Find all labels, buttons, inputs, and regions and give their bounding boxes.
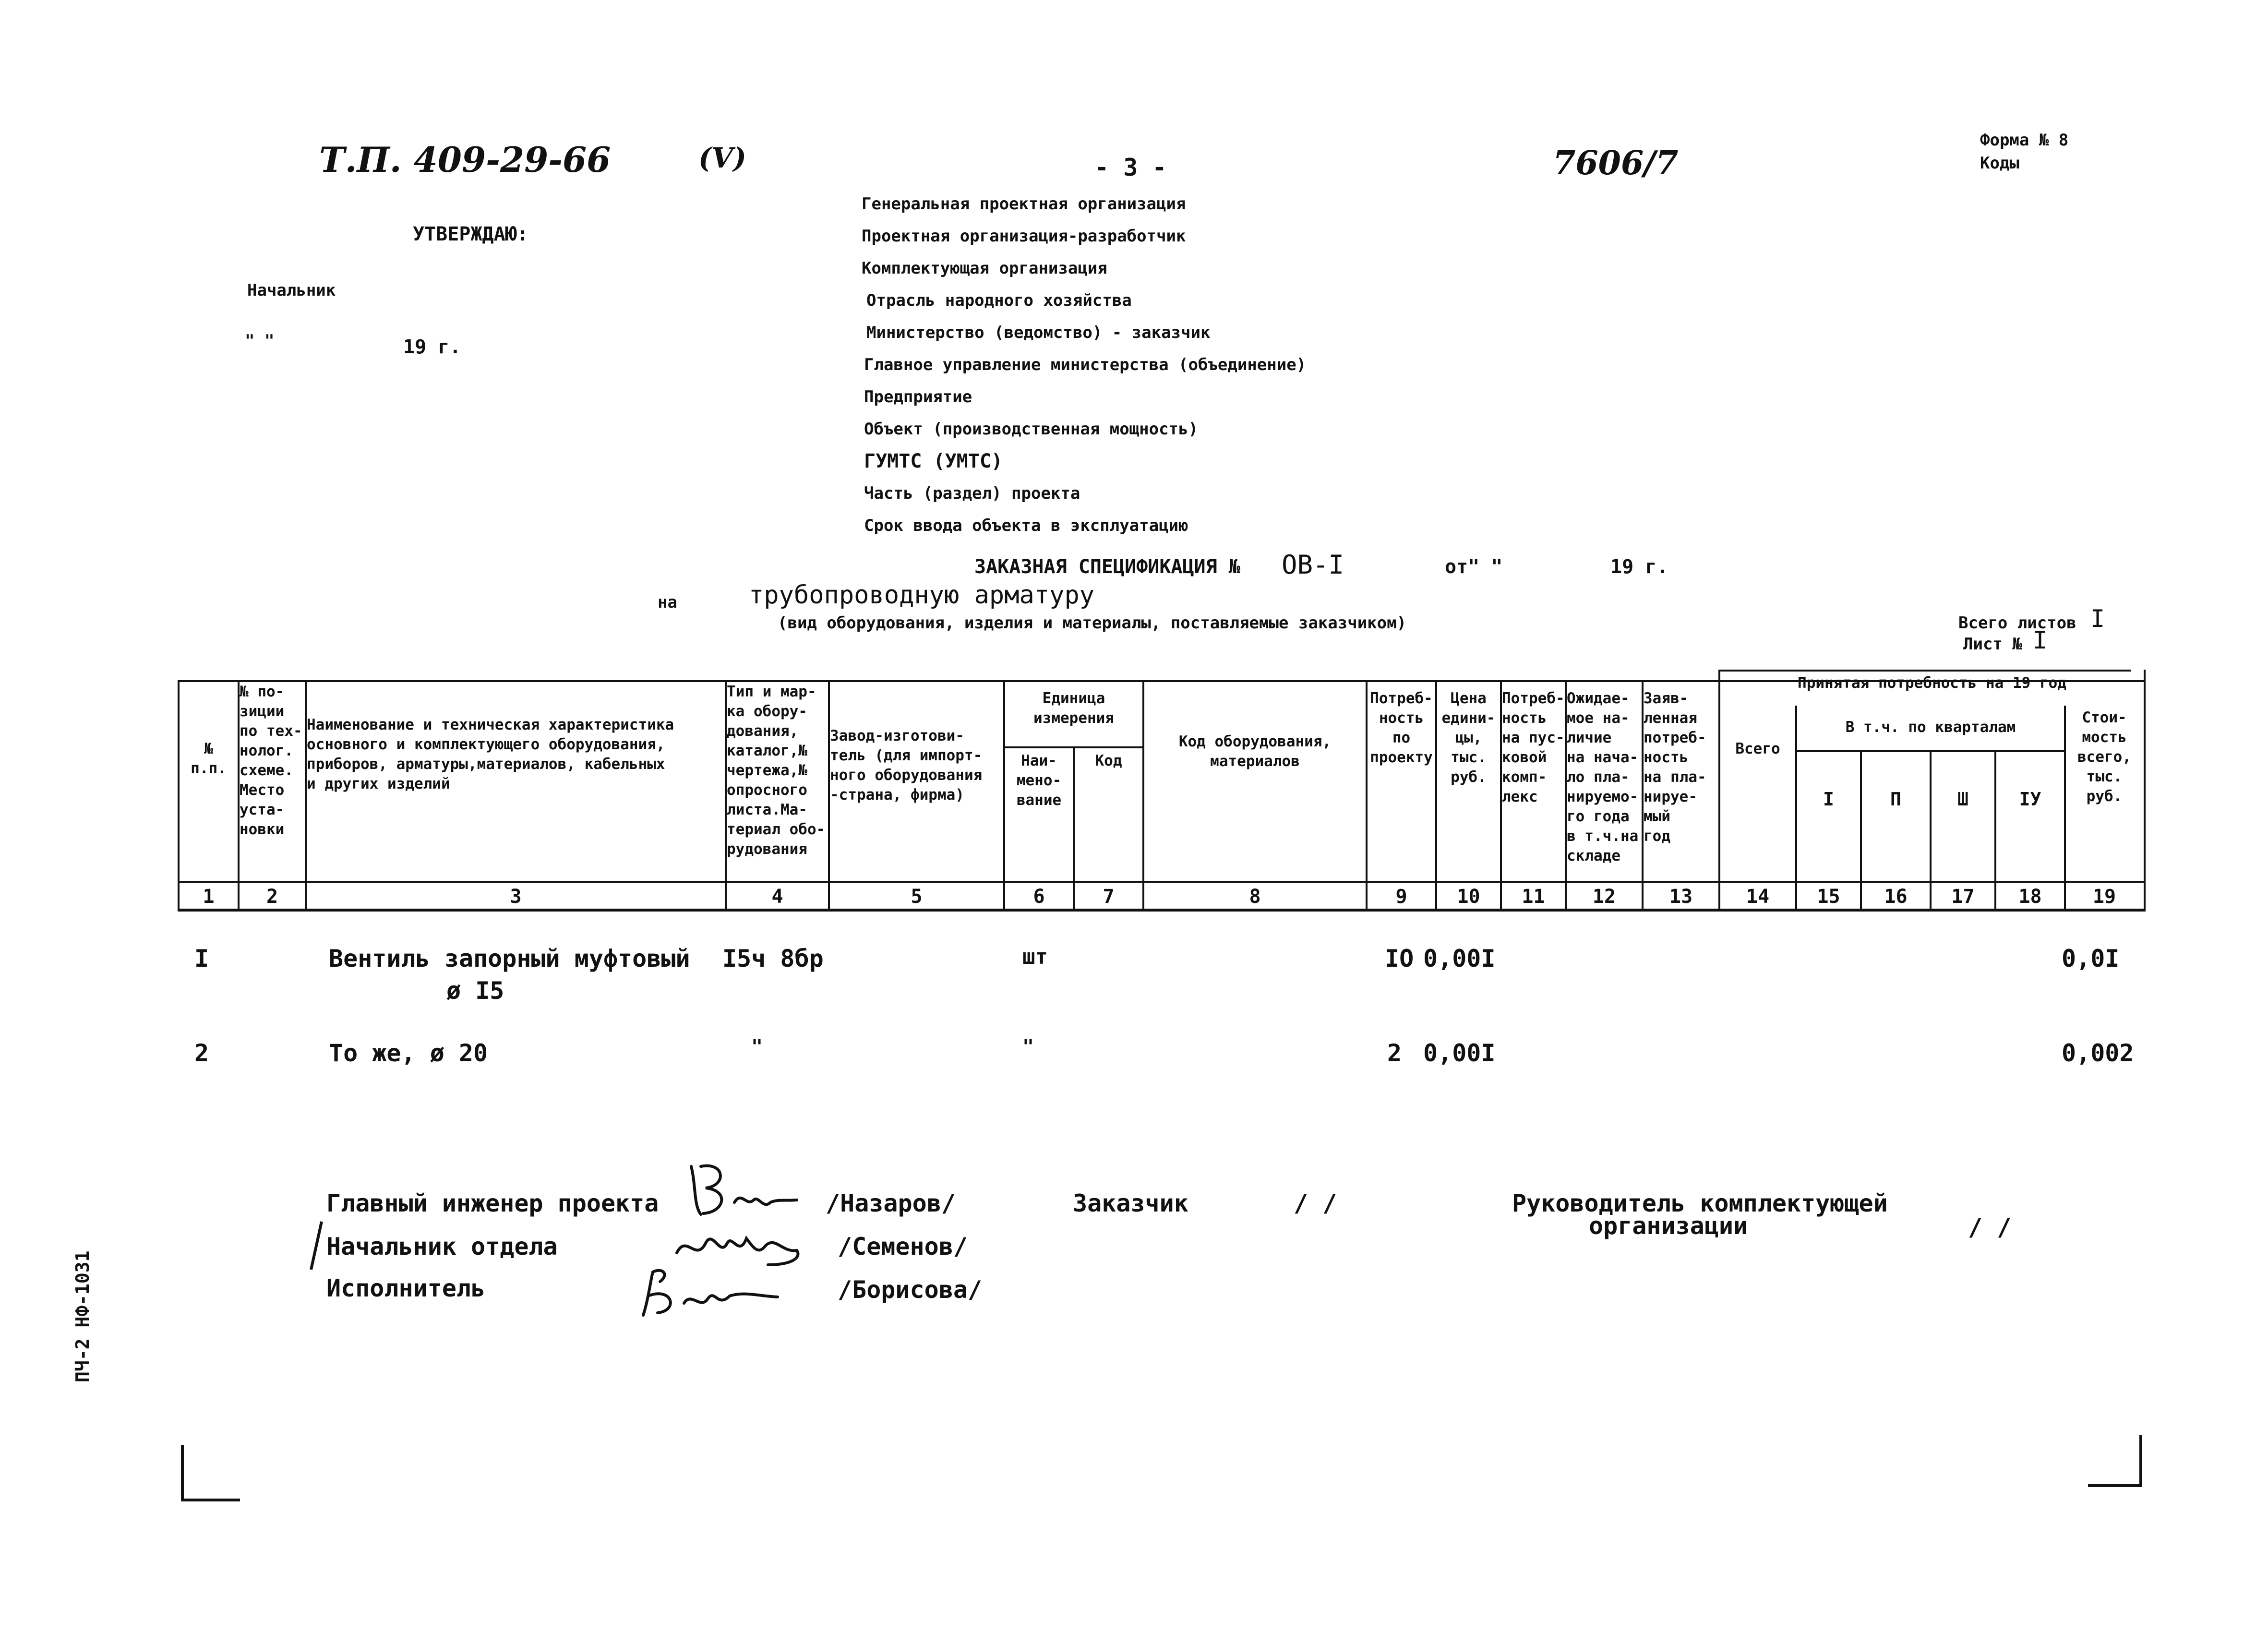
document-number: Т.П. 409-29-66 <box>319 139 611 180</box>
col-header-expected: Ожидае- мое на- личие на нача- ло пла- нируемо- го года в т.ч.на складе <box>1567 690 1639 864</box>
col-number: 2 <box>266 886 278 908</box>
col-header-unit-name: Наи- мено- вание <box>1016 752 1062 809</box>
org-line: Главное управление министерства (объединение) <box>864 355 1307 374</box>
row-name: Вентиль запорный муфтовый <box>329 945 690 972</box>
col-number: 13 <box>1669 886 1693 908</box>
col-header-declared: Заяв- ленная потреб- ность на пла- нируе- мый год <box>1644 690 1706 845</box>
side-stamp: ПЧ-2 НФ-1031 <box>72 1250 93 1382</box>
col-header-unit-code: Код <box>1095 752 1122 769</box>
col-number: 11 <box>1522 886 1545 908</box>
row-no: 2 <box>194 1039 209 1067</box>
row-cost: 0,0I <box>2062 945 2120 972</box>
signature-scribble-engineer <box>682 1157 806 1229</box>
col-header-type: Тип и мар- ка обору- дования, каталог,№ чертежа,№ опросного листа.Ма- териал обо- рудования <box>727 683 826 858</box>
spec-from: от" " <box>1445 556 1503 578</box>
dept-head-label: Начальник отдела <box>326 1233 558 1260</box>
col-header-cost: Стои- мость всего, тыс. руб. <box>2077 709 2131 805</box>
customer-signature-slashes: / / <box>1294 1189 1337 1217</box>
customer-label: Заказчик <box>1073 1189 1188 1217</box>
row-unit: шт <box>1022 945 1048 969</box>
volume-mark: (V) <box>698 142 746 174</box>
col-header-q1: I <box>1823 790 1834 809</box>
org-head-label-line2: организации <box>1589 1212 1748 1240</box>
chief-engineer-label: Главный инженер проекта <box>326 1189 659 1217</box>
approve-label: УТВЕРЖДАЮ: <box>413 223 528 245</box>
col-number: 5 <box>911 886 923 908</box>
col-header-number: № п.п. <box>191 740 227 777</box>
col-header-manufacturer: Завод-изготови- тель (для импорт- ного оборудования -страна, фирма) <box>830 727 983 804</box>
row-type: I5ч 8бр <box>722 945 824 972</box>
col-number: 18 <box>2018 886 2042 908</box>
col-header-q3: Ш <box>1957 790 1968 809</box>
spec-year: 19 г. <box>1610 556 1668 578</box>
org-line: Министерство (ведомство) - заказчик <box>866 323 1211 342</box>
col-header-need: Потреб- ность по проекту <box>1370 690 1433 766</box>
spec-number: ОВ-I <box>1282 550 1344 580</box>
col-number: 1 <box>203 886 215 908</box>
row-qty: IО <box>1385 945 1414 972</box>
org-head-label: Руководитель комплектующей <box>1512 1189 1888 1217</box>
col-header-unit-group: Единица измерения <box>1033 690 1114 727</box>
spec-table <box>178 670 2146 917</box>
col-number: 16 <box>1884 886 1908 908</box>
row-qty: 2 <box>1387 1039 1402 1067</box>
slash-mark <box>307 1219 326 1272</box>
col-header-accepted-group: Принятая потребность на 19 год <box>1798 674 2066 692</box>
col-number: 10 <box>1457 886 1480 908</box>
col-header-name: Наименование и техническая характеристика основного и комплектующего оборудования, приборов, арматуры,материалов, кабельных и других изделий <box>307 716 674 792</box>
sheet-label: Лист № <box>1963 635 2022 654</box>
col-header-startup: Потреб- ность на пус- ковой комп- лекс <box>1502 690 1565 805</box>
col-header-total: Всего <box>1735 740 1780 757</box>
org-line: Часть (раздел) проекта <box>864 484 1080 503</box>
org-line: Предприятие <box>864 387 972 407</box>
row-name-diameter: ø I5 <box>446 977 504 1005</box>
page-number: - 3 - <box>1094 154 1167 181</box>
row-price: 0,00I <box>1423 945 1496 972</box>
col-number: 14 <box>1746 886 1770 908</box>
executor-name: /Борисова/ <box>838 1276 983 1304</box>
org-line: Генеральная проектная организация <box>862 194 1186 214</box>
row-unit: " <box>1022 1036 1034 1058</box>
chief-engineer-name: /Назаров/ <box>826 1189 956 1217</box>
org-line: Срок ввода объекта в эксплуатацию <box>864 516 1188 535</box>
inventory-number: 7606/7 <box>1553 144 1679 182</box>
spec-title: ЗАКАЗНАЯ СПЕЦИФИКАЦИЯ № <box>974 556 1240 578</box>
org-line: ГУМТС (УМТС) <box>864 450 1003 472</box>
col-number: 3 <box>510 886 522 908</box>
spec-subject: трубопроводную арматуру <box>749 581 1095 610</box>
executor-label: Исполнитель <box>326 1274 486 1302</box>
col-number: 12 <box>1592 886 1616 908</box>
col-number: 19 <box>2092 886 2116 908</box>
col-number: 4 <box>771 886 783 908</box>
form-label: Форма № 8 <box>1980 131 2069 150</box>
spec-subject-note: (вид оборудования, изделия и материалы, поставляемые заказчиком) <box>778 613 1407 633</box>
row-price: 0,00I <box>1423 1039 1496 1067</box>
col-number: 8 <box>1249 886 1261 908</box>
org-head-signature-slashes: / / <box>1968 1213 2012 1241</box>
sheets-total-label: Всего листов <box>1958 613 2076 633</box>
col-number: 15 <box>1817 886 1840 908</box>
col-number: 17 <box>1951 886 1975 908</box>
dept-head-name: /Семенов/ <box>838 1233 968 1260</box>
signature-scribble-executor <box>634 1262 792 1325</box>
org-line: Отрасль народного хозяйства <box>866 291 1132 310</box>
org-line: Проектная организация-разработчик <box>862 227 1186 246</box>
col-header-price: Цена едини- цы, тыс. руб. <box>1441 690 1496 786</box>
codes-label: Коды <box>1980 154 2019 173</box>
chief-label: Начальник <box>247 281 336 300</box>
approval-year: 19 г. <box>403 336 461 358</box>
col-header-code: Код оборудования, материалов <box>1178 733 1332 770</box>
col-number: 7 <box>1103 886 1115 908</box>
col-header-q2: П <box>1890 790 1901 809</box>
sheets-total: I <box>2090 605 2105 633</box>
row-type: " <box>751 1036 763 1058</box>
col-number: 9 <box>1395 886 1407 908</box>
org-line: Объект (производственная мощность) <box>864 420 1198 439</box>
row-no: I <box>194 945 209 972</box>
date-quotes: " " <box>245 331 275 350</box>
col-header-q4: IУ <box>2019 790 2041 809</box>
sheet-number: I <box>2033 626 2048 654</box>
on-label: на <box>658 593 677 612</box>
corner-mark-left <box>178 1440 245 1507</box>
row-name: То же, ø 20 <box>329 1039 488 1067</box>
org-line: Комплектующая организация <box>862 259 1107 278</box>
row-cost: 0,002 <box>2062 1039 2134 1067</box>
col-number: 6 <box>1033 886 1045 908</box>
corner-mark-right <box>2083 1430 2150 1498</box>
col-header-quarters-group: В т.ч. по кварталам <box>1845 719 2016 736</box>
col-header-position: № по- зиции по тех- нолог. схеме. Место уста- новки <box>240 683 302 838</box>
